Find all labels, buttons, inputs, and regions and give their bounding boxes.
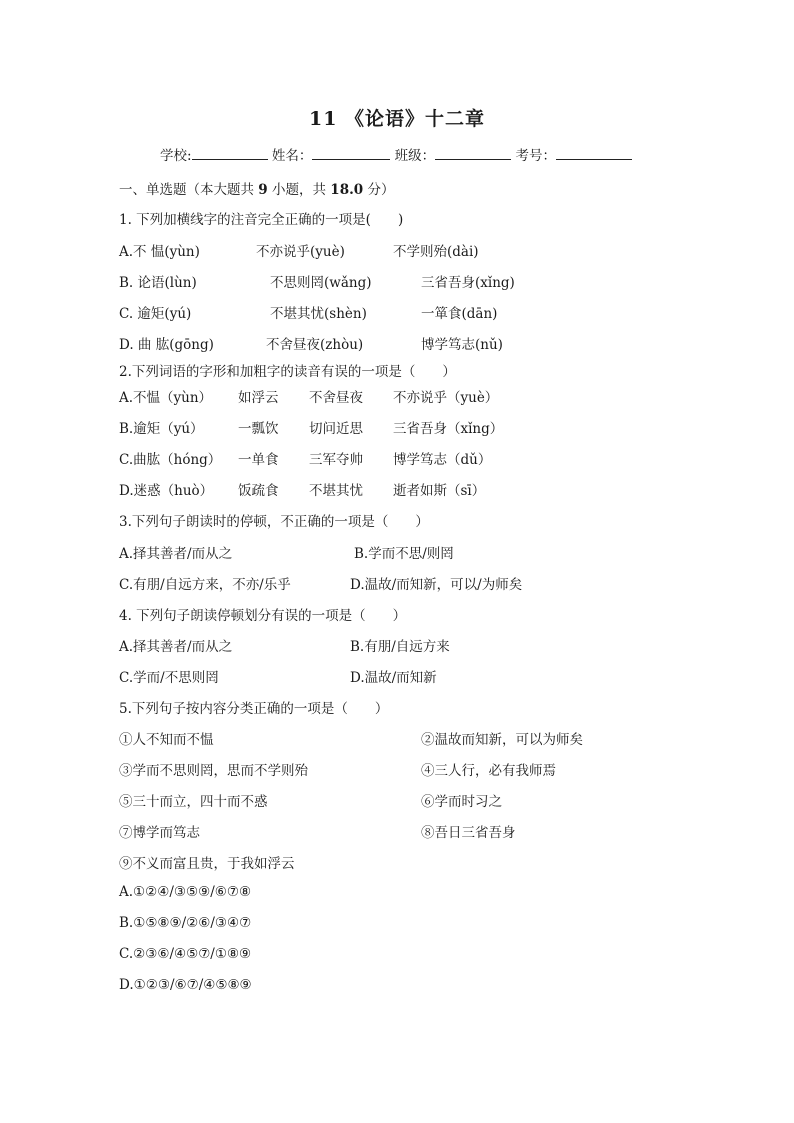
student-info-line xyxy=(160,144,632,164)
q1-option-b[interactable]: B. 论语(lùn) xyxy=(119,275,197,291)
number-blank[interactable] xyxy=(556,146,632,160)
q2-option-b-word-4: 三省吾身（xǐng） xyxy=(393,421,504,437)
q1-option-b-word-3: 三省吾身(xǐng) xyxy=(421,275,515,291)
q1-option-c[interactable]: C. 逾矩(yú) xyxy=(119,306,192,322)
q1-option-d-word-3: 博学笃志(nǔ) xyxy=(421,337,503,353)
section-heading: 一、单选题（本大题共 9 小题，共 18.0 分） xyxy=(119,182,395,198)
q2-option-b-word-2: 一瓢饮 xyxy=(238,421,279,437)
q2-option-a[interactable]: A.不愠（yùn） xyxy=(119,390,213,406)
q2-option-d-word-3: 不堪其忧 xyxy=(309,483,363,499)
question-4-stem: 4. 下列句子朗读停顿划分有误的一项是（ ） xyxy=(119,608,407,624)
q4-option-d[interactable]: D.温故/而知新 xyxy=(350,670,437,686)
q2-option-b-word-3: 切问近思 xyxy=(309,421,363,437)
q5-item: ⑦博学而笃志 xyxy=(119,825,200,841)
q3-option-d[interactable]: D.温故/而知新，可以/为师矣 xyxy=(350,577,523,593)
q1-option-d-word-2: 不舍昼夜(zhòu) xyxy=(266,337,364,353)
q1-option-a[interactable]: A.不 愠(yùn) xyxy=(119,244,200,260)
question-1-stem: 1. 下列加横线字的注音完全正确的一项是( ) xyxy=(119,212,404,228)
q5-option-a[interactable]: A.①②④/③⑤⑨/⑥⑦⑧ xyxy=(119,884,252,900)
q4-option-a[interactable]: A.择其善者/而从之 xyxy=(119,639,233,655)
q2-option-d[interactable]: D.迷惑（huò） xyxy=(119,483,214,499)
class-blank[interactable] xyxy=(435,146,511,160)
name-blank[interactable] xyxy=(312,146,390,160)
number-label: 考号： xyxy=(515,148,556,164)
q2-option-d-word-2: 饭疏食 xyxy=(238,483,279,499)
q5-item: ⑨不义而富且贵，于我如浮云 xyxy=(119,856,295,872)
q5-option-b[interactable]: B.①⑤⑧⑨/②⑥/③④⑦ xyxy=(119,915,252,931)
q1-option-b-word-2: 不思则罔(wǎng) xyxy=(270,275,372,291)
school-label: 学校: xyxy=(160,148,192,164)
q4-option-b[interactable]: B.有朋/自远方来 xyxy=(350,639,450,655)
q5-option-d[interactable]: D.①②③/⑥⑦/④⑤⑧⑨ xyxy=(119,977,252,993)
q2-option-a-word-4: 不亦说乎（yuè） xyxy=(393,390,499,406)
q5-item: ④三人行，必有我师焉 xyxy=(421,763,556,779)
page-title: 11 《论语》十二章 xyxy=(308,108,486,130)
q2-option-b[interactable]: B.逾矩（yú） xyxy=(119,421,204,437)
q1-option-c-word-3: 一箪食(dān) xyxy=(421,306,498,322)
q2-option-c-word-3: 三军夺帅 xyxy=(309,452,363,468)
q1-option-d[interactable]: D. 曲 肱(gōng) xyxy=(119,337,214,353)
q2-option-a-word-3: 不舍昼夜 xyxy=(309,390,363,406)
q1-option-a-word-3: 不学则殆(dài) xyxy=(393,244,479,260)
q2-option-d-word-4: 逝者如斯（sī） xyxy=(393,483,486,499)
q1-option-c-word-2: 不堪其忧(shèn) xyxy=(270,306,367,322)
question-5-stem: 5.下列句子按内容分类正确的一项是（ ） xyxy=(119,701,389,717)
q5-item: ⑧吾日三省吾身 xyxy=(421,825,516,841)
q5-option-c[interactable]: C.②③⑥/④⑤⑦/①⑧⑨ xyxy=(119,946,252,962)
q5-item: ②温故而知新，可以为师矣 xyxy=(421,732,583,748)
q5-item: ⑤三十而立，四十而不惑 xyxy=(119,794,268,810)
q2-option-c-word-4: 博学笃志（dǔ） xyxy=(393,452,492,468)
q3-option-b[interactable]: B.学而不思/则罔 xyxy=(354,546,454,562)
q5-item: ⑥学而时习之 xyxy=(421,794,502,810)
q2-option-c-word-2: 一单食 xyxy=(238,452,279,468)
school-blank[interactable] xyxy=(192,146,268,160)
name-label: 姓名： xyxy=(271,148,313,164)
q3-option-c[interactable]: C.有朋/自远方来，不亦/乐乎 xyxy=(119,577,291,593)
q5-item: ③学而不思则罔，思而不学则殆 xyxy=(119,763,308,779)
q3-option-a[interactable]: A.择其善者/而从之 xyxy=(119,546,233,562)
q2-option-a-word-2: 如浮云 xyxy=(238,390,279,406)
q1-option-a-word-2: 不亦说乎(yuè) xyxy=(256,244,345,260)
q5-item: ①人不知而不愠 xyxy=(119,732,214,748)
question-2-stem: 2.下列词语的字形和加粗字的读音有误的一项是（ ） xyxy=(119,364,456,380)
class-label: 班级： xyxy=(394,148,436,164)
q2-option-c[interactable]: C.曲肱（hóng） xyxy=(119,452,222,468)
q4-option-c[interactable]: C.学而/不思则罔 xyxy=(119,670,219,686)
question-3-stem: 3.下列句子朗读时的停顿，不正确的一项是（ ） xyxy=(119,514,429,530)
